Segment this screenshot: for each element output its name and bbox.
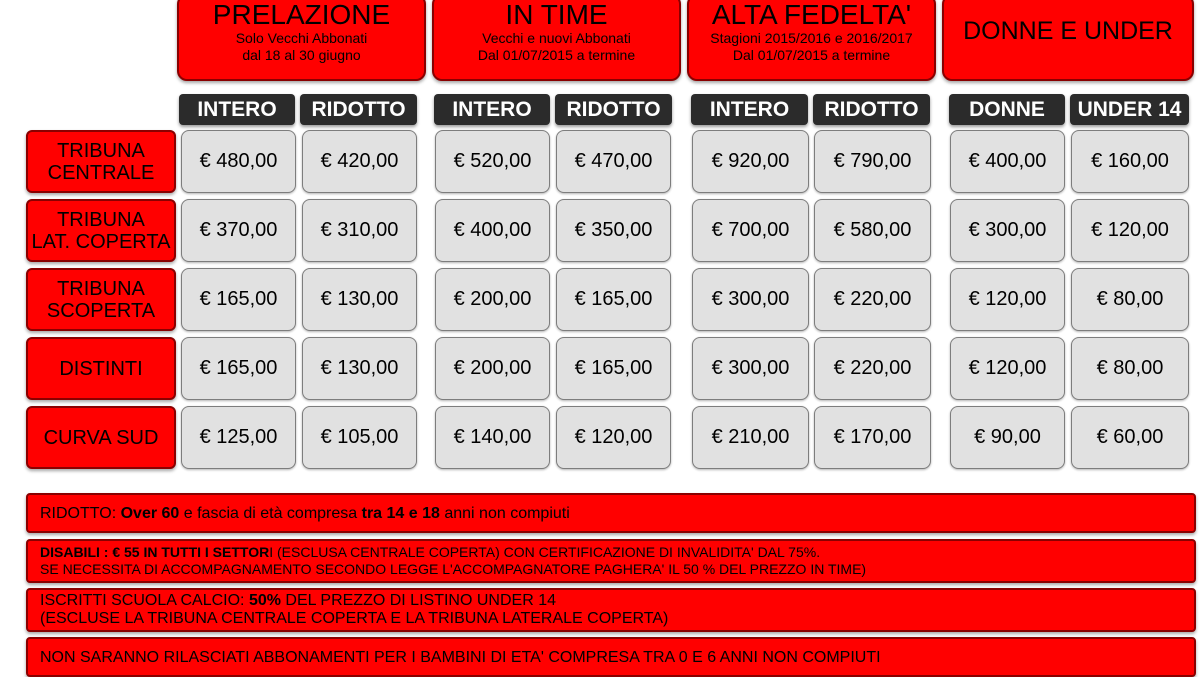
row-label-line2: CENTRALE xyxy=(47,161,155,184)
note-text: DEL PREZZO DI LISTINO UNDER 14 xyxy=(280,592,556,609)
row-label-line1: CURVA SUD xyxy=(43,426,159,449)
row-label-line1: TRIBUNA xyxy=(57,208,145,231)
price-cell: € 370,00 xyxy=(181,199,296,262)
price-cell: € 170,00 xyxy=(814,406,931,469)
note-disabili-line2: SE NECESSITA DI ACCOMPAGNAMENTO SECONDO LEGGE L'ACCOMPAGNATORE PAGHERA' IL 50 % DEL PREZZO IN TIME) xyxy=(40,561,867,577)
category-subtitle: Solo Vecchi Abbonati xyxy=(235,30,368,46)
note-text: RIDOTTO: xyxy=(40,504,121,522)
price-cell: € 130,00 xyxy=(302,268,417,331)
price-cell: € 480,00 xyxy=(181,130,296,193)
note-scuola-calcio xyxy=(26,588,1196,632)
price-cell: € 300,00 xyxy=(950,199,1065,262)
price-cell: € 140,00 xyxy=(435,406,550,469)
category-donne-e-under xyxy=(942,0,1194,81)
column-header-ridotto: RIDOTTO xyxy=(300,94,417,125)
column-header-under-14: UNDER 14 xyxy=(1070,94,1189,125)
category-alta-fedelta xyxy=(687,0,936,81)
price-cell: € 165,00 xyxy=(556,268,671,331)
note-text: I (ESCLUSA CENTRALE COPERTA) CON CERTIFICAZIONE DI INVALIDITA' DAL 75%. xyxy=(269,544,821,560)
note-ridotto-text xyxy=(40,505,1194,522)
note-emphasis: DISABILI : € 55 IN TUTTI I SETTOR xyxy=(40,544,270,560)
note-bambini-text: NON SARANNO RILASCIATI ABBONAMENTI PER I BAMBINI DI ETA' COMPRESA TRA 0 E 6 ANNI NON COMPIUTI xyxy=(40,649,881,666)
price-cell: € 700,00 xyxy=(692,199,809,262)
price-cell: € 220,00 xyxy=(814,268,931,331)
row-label-line1: TRIBUNA xyxy=(57,277,145,300)
category-in-time xyxy=(432,0,681,81)
price-cell: € 80,00 xyxy=(1071,268,1189,331)
category-dates: Dal 01/07/2015 a termine xyxy=(732,47,891,63)
column-header-intero: INTERO xyxy=(434,94,550,125)
note-text: ISCRITTI SCUOLA CALCIO: xyxy=(40,592,249,609)
price-cell: € 60,00 xyxy=(1071,406,1189,469)
price-cell: € 165,00 xyxy=(181,337,296,400)
price-cell: € 120,00 xyxy=(950,337,1065,400)
row-label-line1: DISTINTI xyxy=(59,357,143,380)
category-subtitle: Stagioni 2015/2016 e 2016/2017 xyxy=(710,30,913,46)
category-subtitle: Vecchi e nuovi Abbonati xyxy=(482,30,631,46)
price-cell: € 300,00 xyxy=(692,337,809,400)
price-cell: € 120,00 xyxy=(950,268,1065,331)
price-cell: € 165,00 xyxy=(181,268,296,331)
row-label-tribuna-scoperta xyxy=(26,268,176,331)
price-cell: € 310,00 xyxy=(302,199,417,262)
row-label-tribuna-centrale xyxy=(26,130,176,193)
row-label-line2: LAT. COPERTA xyxy=(31,230,171,253)
price-cell: € 420,00 xyxy=(302,130,417,193)
note-emphasis: 50% xyxy=(248,592,281,609)
category-dates: dal 18 al 30 giugno xyxy=(242,47,361,63)
price-cell: € 470,00 xyxy=(556,130,671,193)
price-cell: € 580,00 xyxy=(814,199,931,262)
column-header-ridotto: RIDOTTO xyxy=(555,94,672,125)
price-cell: € 210,00 xyxy=(692,406,809,469)
column-header-donne: DONNE xyxy=(949,94,1065,125)
price-cell: € 120,00 xyxy=(1071,199,1189,262)
price-cell: € 165,00 xyxy=(556,337,671,400)
price-cell: € 520,00 xyxy=(435,130,550,193)
category-title: IN TIME xyxy=(505,0,608,30)
price-cell: € 300,00 xyxy=(692,268,809,331)
price-cell: € 350,00 xyxy=(556,199,671,262)
price-cell: € 220,00 xyxy=(814,337,931,400)
note-scuola-line1 xyxy=(40,592,1194,610)
category-title: DONNE E UNDER xyxy=(963,17,1173,45)
price-cell: € 400,00 xyxy=(950,130,1065,193)
note-text: e fascia di età compresa xyxy=(179,504,362,522)
price-cell: € 200,00 xyxy=(435,268,550,331)
price-cell: € 125,00 xyxy=(181,406,296,469)
price-cell: € 790,00 xyxy=(814,130,931,193)
category-title: PRELAZIONE xyxy=(212,0,391,30)
note-disabili xyxy=(26,539,1196,583)
price-cell: € 80,00 xyxy=(1071,337,1189,400)
price-cell: € 90,00 xyxy=(950,406,1065,469)
row-label-distinti xyxy=(26,337,176,400)
row-label-line1: TRIBUNA xyxy=(57,139,145,162)
price-cell: € 160,00 xyxy=(1071,130,1189,193)
note-bambini xyxy=(26,637,1196,677)
column-header-intero: INTERO xyxy=(179,94,295,125)
row-label-line2: SCOPERTA xyxy=(46,299,156,322)
note-ridotto xyxy=(26,493,1196,533)
price-cell: € 130,00 xyxy=(302,337,417,400)
column-header-ridotto: RIDOTTO xyxy=(813,94,930,125)
price-cell: € 120,00 xyxy=(556,406,671,469)
price-cell: € 105,00 xyxy=(302,406,417,469)
note-disabili-line1 xyxy=(40,544,1194,561)
note-emphasis: Over 60 xyxy=(120,504,180,522)
price-cell: € 920,00 xyxy=(692,130,809,193)
price-cell: € 200,00 xyxy=(435,337,550,400)
row-label-tribuna-lat-coperta xyxy=(26,199,176,262)
category-dates: Dal 01/07/2015 a termine xyxy=(477,47,636,63)
note-emphasis: tra 14 e 18 xyxy=(361,504,440,522)
row-label-curva-sud xyxy=(26,406,176,469)
price-cell: € 400,00 xyxy=(435,199,550,262)
category-title: ALTA FEDELTA' xyxy=(711,0,912,30)
category-prelazion xyxy=(177,0,426,81)
note-scuola-line2: (ESCLUSE LA TRIBUNA CENTRALE COPERTA E LA TRIBUNA LATERALE COPERTA) xyxy=(40,610,669,627)
note-text: anni non compiuti xyxy=(439,504,570,522)
column-header-intero: INTERO xyxy=(691,94,808,125)
